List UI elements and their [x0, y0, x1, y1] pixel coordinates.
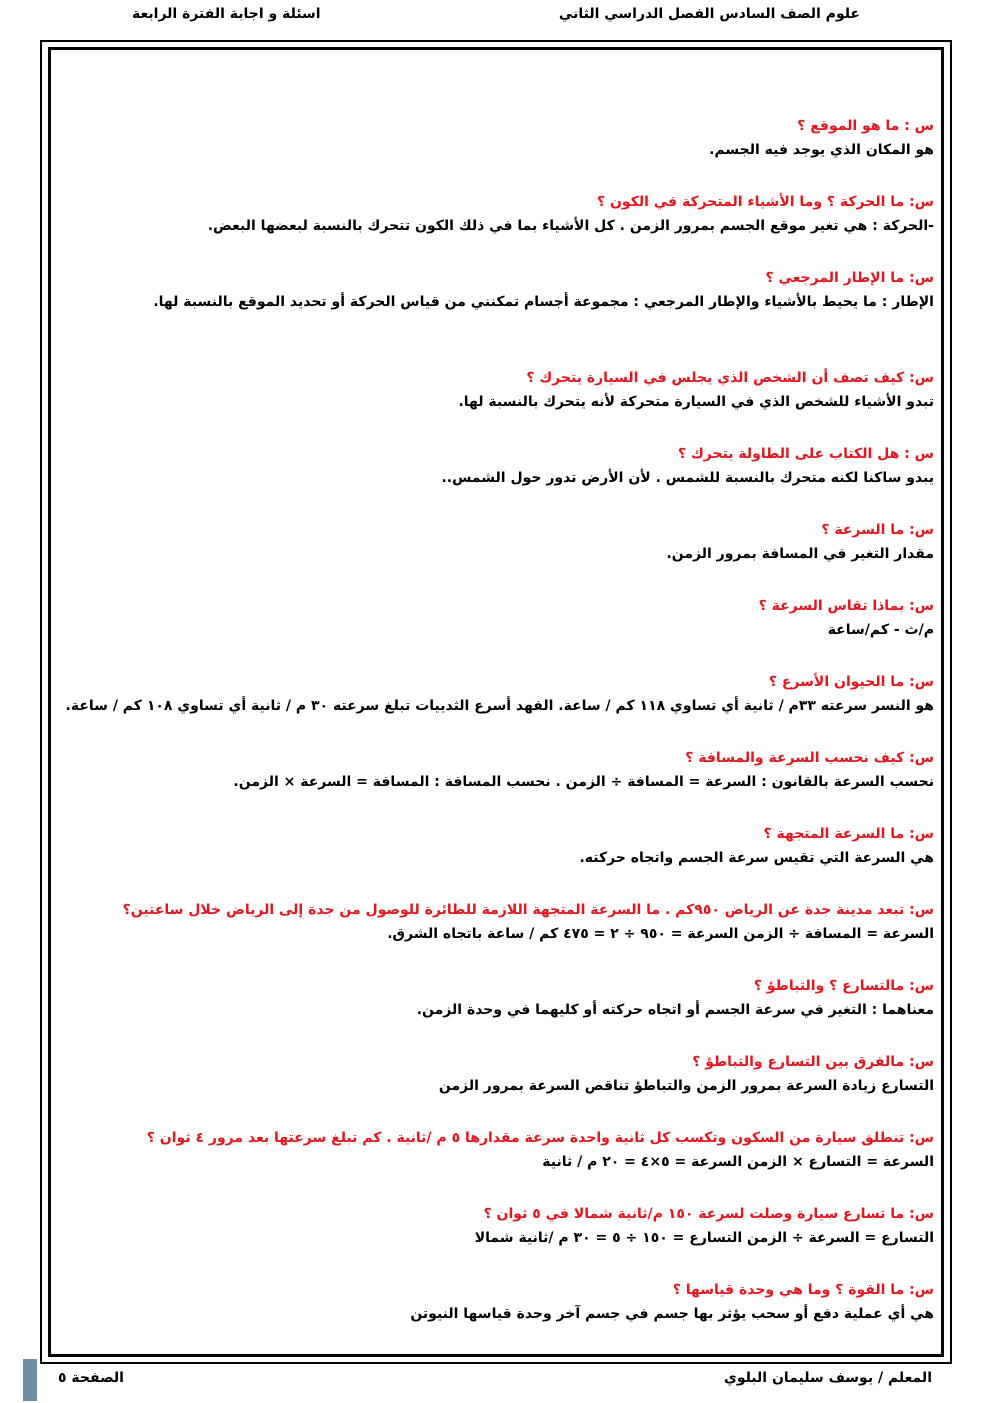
qa-item: [60, 442, 934, 490]
question-text: س: ما السرعة ؟: [821, 522, 934, 538]
answer-text: هو المكان الذي يوجد فيه الجسم.: [709, 142, 934, 158]
question-text: س : ما هو الموقع ؟: [797, 118, 934, 134]
question-text: س: بماذا تقاس السرعة ؟: [758, 598, 934, 614]
header-period: اسئلة و اجابة الفترة الرابعة: [132, 6, 321, 22]
answer-text: السرعة = المسافة ÷ الزمن السرعة = ٩٥٠ ÷ ٢ = ٤٧٥ كم / ساعة باتجاه الشرق.: [387, 926, 934, 942]
footer-page-number: الصفحة ٥: [58, 1370, 124, 1386]
header-subject: علوم الصف السادس الفصل الدراسي الثاني: [558, 6, 860, 22]
answer-text: معناهما : التغير في سرعة الجسم أو اتجاه حركته أو كليهما في وحدة الزمن.: [416, 1002, 934, 1018]
answer-text: نحسب السرعة بالقانون : السرعة = المسافة ÷ الزمن . نحسب المسافة : المسافة = السرعة × الزمن.: [233, 774, 934, 790]
answer-text: مقدار التغير في المسافة بمرور الزمن.: [666, 546, 934, 562]
answer-text: التسارع = السرعة ÷ الزمن التسارع = ١٥٠ ÷ ٥ = ٣٠ م /ثانية شمالا: [474, 1230, 934, 1246]
footer-teacher: المعلم / يوسف سليمان البلوي: [723, 1370, 932, 1386]
qa-item: [60, 266, 934, 314]
qa-item: [60, 366, 934, 414]
question-text: س : هل الكتاب على الطاولة يتحرك ؟: [677, 446, 934, 462]
question-text: س: ما تسارع سيارة وصلت لسرعة ١٥٠ م/ثانية شمالا في ٥ ثوان ؟: [483, 1206, 934, 1222]
answer-text: هي أي عملية دفع أو سحب يؤثر بها جسم في جسم آخر وحدة قياسها النيوتن: [410, 1306, 934, 1322]
question-text: س: كيف نحسب السرعة والمسافة ؟: [685, 750, 934, 766]
qa-item: [60, 1126, 934, 1174]
answer-text: يبدو ساكنا لكنه متحرك بالنسبة للشمس . لأن الأرض تدور حول الشمس..: [441, 470, 934, 486]
answer-text: م/ث - كم/ساعة: [827, 622, 934, 638]
qa-item: [60, 518, 934, 566]
question-text: س: تبعد مدينة جدة عن الرياض ٩٥٠كم . ما السرعة المتجهة اللازمة للطائرة للوصول من جدة إلى الرياض خلال ساعتين؟: [122, 902, 934, 918]
qa-item: [60, 1278, 934, 1326]
question-text: س: تنطلق سيارة من السكون وتكسب كل ثانية واحدة سرعة مقدارها ٥ م /ثانية . كم تبلغ سرعتها بعد مرور ٤ ثوان ؟: [146, 1130, 934, 1146]
answer-text: -الحركة : هي تغير موقع الجسم بمرور الزمن . كل الأشياء بما في ذلك الكون تتحرك بالنسبة لبعضها البعض.: [207, 218, 934, 234]
question-text: س: ما السرعة المتجهة ؟: [763, 826, 934, 842]
qa-item: [60, 898, 934, 946]
qa-item: [60, 190, 934, 238]
answer-text: السرعة = التسارع × الزمن السرعة = ٥×٤ = ٢٠ م / ثانية: [542, 1154, 934, 1170]
qa-item: [60, 1202, 934, 1250]
question-text: س: ما القوة ؟ وما هي وحدة قياسها ؟: [672, 1282, 934, 1298]
question-text: س: ما الحركة ؟ وما الأشياء المتحركة في الكون ؟: [596, 194, 934, 210]
answer-text: هي السرعة التي تقيس سرعة الجسم واتجاه حركته.: [579, 850, 934, 866]
answer-text: هو النسر سرعته ٣٣م / ثانية أي تساوي ١١٨ كم / ساعة. الفهد أسرع الثدييات تبلغ سرعته ٣٠ م / ثانية أي تساوي ١٠٨ كم / ساعة.: [65, 698, 934, 714]
qa-list: [60, 86, 934, 1326]
answer-text: الإطار : ما يحيط بالأشياء والإطار المرجعي : مجموعة أجسام تمكنني من قياس الحركة أو تحديد الموقع بالنسبة لها.: [153, 294, 934, 310]
qa-item: [60, 114, 934, 162]
question-text: س: ما الحيوان الأسرع ؟: [768, 674, 934, 690]
question-text: س: كيف تصف أن الشخص الذي يجلس في السيارة يتحرك ؟: [526, 370, 934, 386]
qa-item: [60, 822, 934, 870]
question-text: س: مالفرق بين التسارع والتباطؤ ؟: [692, 1054, 934, 1070]
qa-item: [60, 974, 934, 1022]
answer-text: التسارع زيادة السرعة بمرور الزمن والتباطؤ تناقص السرعة بمرور الزمن: [438, 1078, 934, 1094]
answer-text: تبدو الأشياء للشخص الذي في السيارة متحركة لأنه يتحرك بالنسبة لها.: [458, 394, 934, 410]
question-text: س: مالتسارع ؟ والتباطؤ ؟: [753, 978, 934, 994]
qa-item: [60, 1050, 934, 1098]
qa-item: [60, 670, 934, 718]
qa-item: [60, 746, 934, 794]
question-text: س: ما الإطار المرجعي ؟: [765, 270, 934, 286]
footer-accent-bar: [23, 1359, 37, 1401]
qa-item: [60, 594, 934, 642]
